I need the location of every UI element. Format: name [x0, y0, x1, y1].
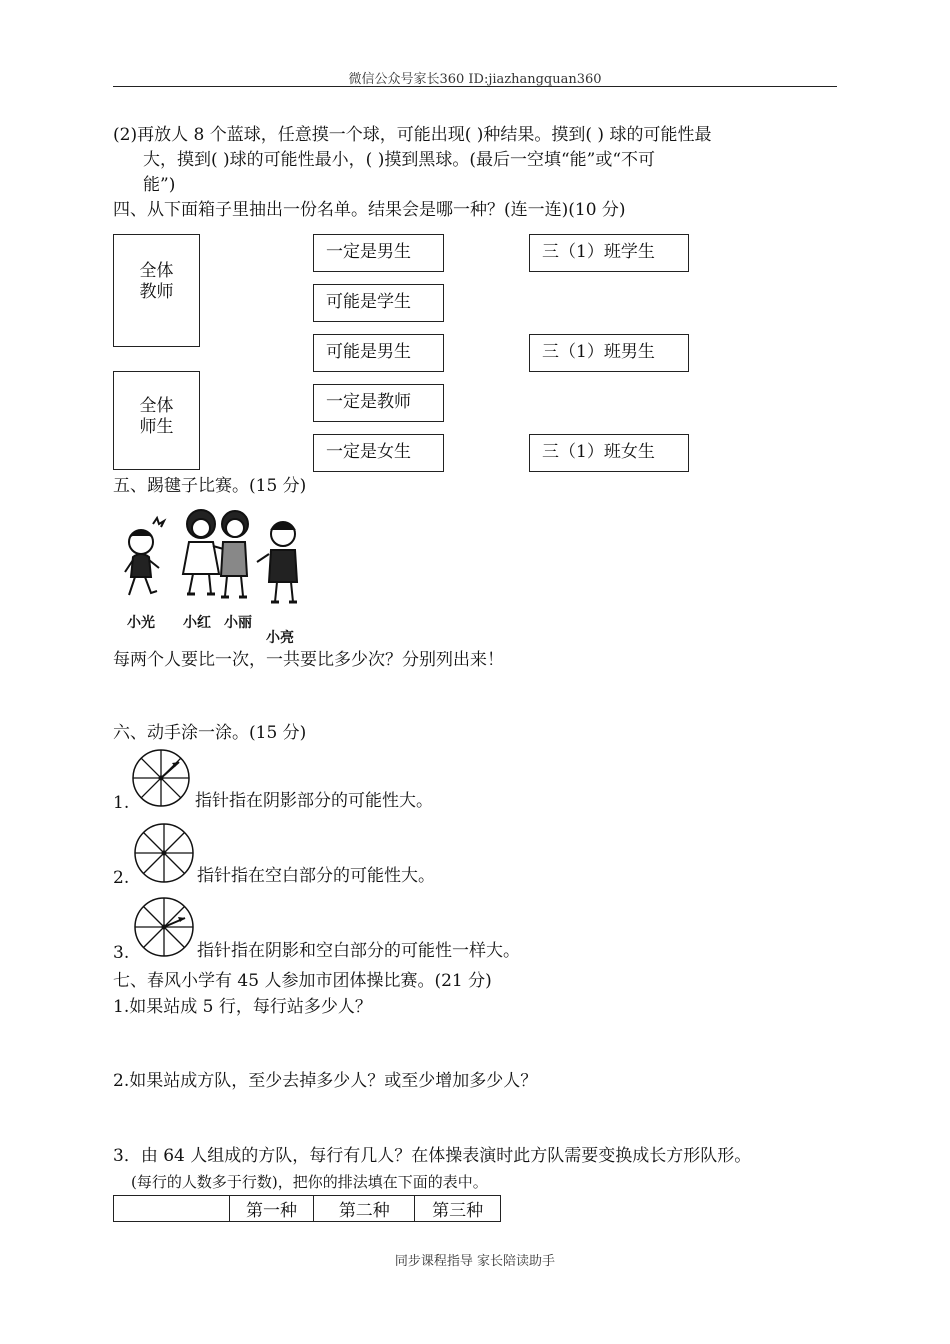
option-label: 三（1）班学生 [542, 242, 655, 262]
option-label: 可能是学生 [326, 292, 411, 312]
section-7-title: 七、春风小学有 45 人参加市团体操比赛。(21 分) [113, 971, 492, 991]
section-5-question: 每两个人要比一次，一共要比多少次？分别列出来！ [113, 650, 504, 670]
option-label: 三（1）班男生 [542, 342, 655, 362]
box-label: 教师 [139, 282, 174, 302]
option-label: 一定是男生 [326, 242, 411, 262]
spinner-1 [131, 748, 191, 808]
item-2-text: 指针指在空白部分的可能性大。 [197, 866, 435, 886]
option-class-boys[interactable] [529, 334, 689, 372]
section-5-title: 五、踢毽子比赛。(15 分) [113, 476, 307, 496]
section-7-question-2: 2.如果站成方队，至少去掉多少人？或至少增加多少人？ [113, 1071, 538, 1091]
header-divider [113, 86, 837, 87]
table-row [114, 1196, 501, 1222]
section-7-question-1: 1.如果站成 5 行，每行站多少人？ [113, 997, 372, 1017]
box-label: 师生 [139, 417, 174, 437]
page-footer: 同步课程指导 家长陪读助手 [394, 1254, 556, 1269]
arrangement-table [113, 1195, 501, 1222]
option-label: 一定是女生 [326, 442, 411, 462]
item-1-number: 1. [113, 793, 130, 813]
child-name-xiaohong: 小红 [183, 615, 211, 631]
page-header: 微信公众号家长360 ID:jiazhangquan360 [348, 72, 602, 87]
option-maybe-student[interactable] [313, 284, 444, 322]
item-1-text: 指针指在阴影部分的可能性大。 [195, 791, 433, 811]
box-all-teachers [113, 234, 200, 347]
spinner-2 [133, 822, 195, 884]
item-3-text: 指针指在阴影和空白部分的可能性一样大。 [197, 941, 520, 961]
option-label: 三（1）班女生 [542, 442, 655, 462]
box-label: 全体 [139, 261, 174, 281]
option-definitely-boy[interactable] [313, 234, 444, 272]
section-7-question-3-line-1: 3．由 64 人组成的方队，每行有几人？在体操表演时此方队需要变换成长方形队形。 [113, 1146, 752, 1166]
spinner-3 [133, 896, 195, 958]
question-2-line-2: 大，摸到( )球的可能性最小，( )摸到黑球。(最后一空填“能”或“不可 [143, 150, 656, 170]
table-header-third: 第三种 [415, 1196, 501, 1222]
table-header-first: 第一种 [229, 1196, 314, 1222]
option-maybe-boy[interactable] [313, 334, 444, 372]
children-illustration [113, 502, 313, 612]
question-2-line-1: (2)再放人 8 个蓝球，任意摸一个球，可能出现( )种结果。摸到( ) 球的可能性最 [113, 125, 712, 145]
item-2-number: 2. [113, 868, 130, 888]
option-definitely-teacher[interactable] [313, 384, 444, 422]
option-class-students[interactable] [529, 234, 689, 272]
child-name-xiaoliang: 小亮 [266, 630, 294, 646]
child-name-xiaoli: 小丽 [224, 615, 252, 631]
box-label: 全体 [139, 396, 174, 416]
item-3-number: 3. [113, 943, 130, 963]
table-header-blank[interactable] [114, 1196, 230, 1222]
question-2-line-3: 能”) [143, 175, 176, 195]
child-name-xiaoguang: 小光 [127, 615, 155, 631]
section-6-title: 六、动手涂一涂。(15 分) [113, 723, 307, 743]
section-4-title: 四、从下面箱子里抽出一份名单。结果会是哪一种？(连一连)(10 分) [113, 200, 626, 220]
option-label: 一定是教师 [326, 392, 411, 412]
table-header-second: 第二种 [314, 1196, 415, 1222]
option-definitely-girl[interactable] [313, 434, 444, 472]
section-7-question-3-line-2: (每行的人数多于行数)，把你的排法填在下面的表中。 [131, 1173, 488, 1191]
option-label: 可能是男生 [326, 342, 411, 362]
box-all-teachers-students [113, 371, 200, 470]
option-class-girls[interactable] [529, 434, 689, 472]
